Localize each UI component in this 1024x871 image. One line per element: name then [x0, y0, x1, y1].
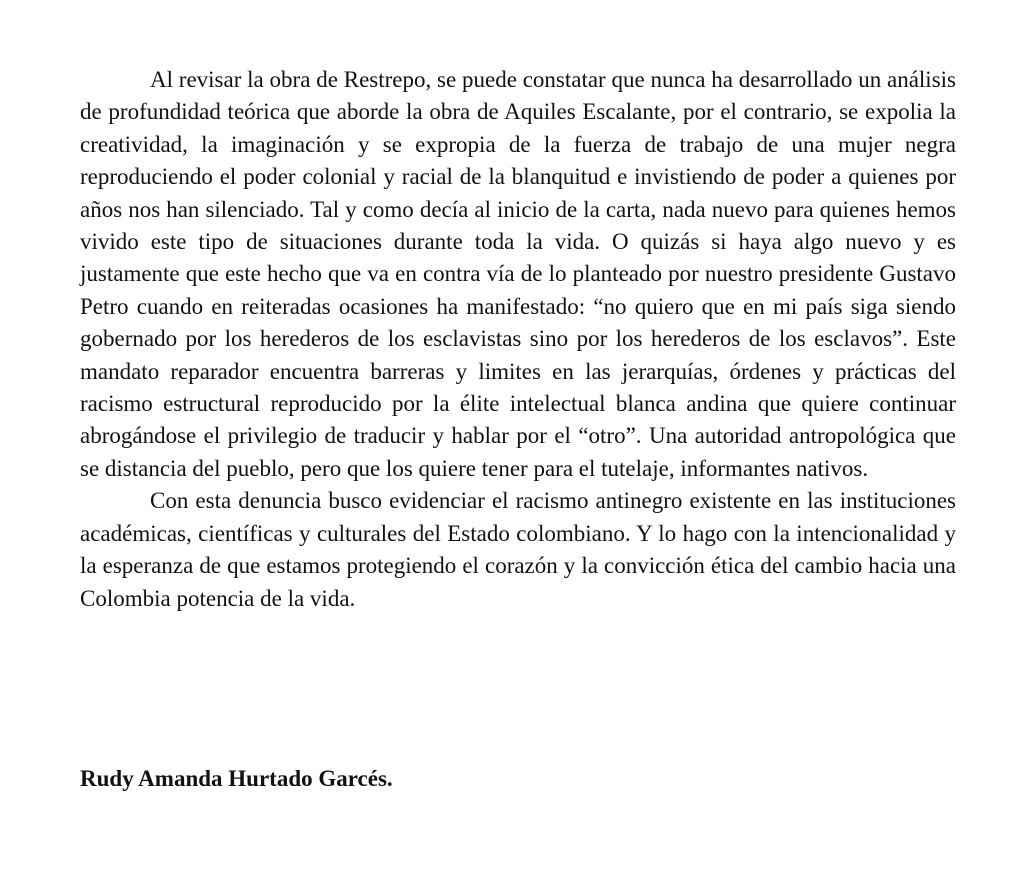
paragraph-critique: Al revisar la obra de Restrepo, se puede constatar que nunca ha desarrollado un análisis de profundidad teórica que aborde la obra de Aquiles Escalante, por el contrario, se expolia la creatividad, la imaginación y se expropia de la fuerza de trabajo de una mujer negra reproduciendo el poder colonial y racial de la blanquitud e invistiendo de poder a quienes por años nos han silenciado. Tal y como decía al inicio de la carta, nada nuevo para quienes hemos vivido este tipo de situaciones durante toda la vida. O quizás si haya algo nuevo y es justamente que este hecho que va en contra vía de lo planteado por nuestro presidente Gustavo Petro cuando en reiteradas ocasiones ha manifestado: “no quiero que en mi país siga siendo gobernado por los herederos de los esclavistas sino por los herederos de los esclavos”. Este mandato reparador encuentra barreras y limites en las jerarquías, órdenes y prácticas del racismo estructural reproducido por la élite intelectual blanca andina que quiere continuar abrogándose el privilegio de traducir y hablar por el “otro”. Una autoridad antropológica que se distancia del pueblo, pero que los quiere tener para el tutelaje, informantes nativos.	[80, 67, 956, 481]
paragraph-denuncia: Con esta denuncia busco evidenciar el racismo antinegro existente en las instituciones académicas, científicas y culturales del Estado colombiano. Y lo hago con la intencionalidad y la esperanza de que estamos protegiendo el corazón y la convicción ética del cambio hacia una Colombia potencia de la vida.	[80, 488, 956, 611]
signature-name: Rudy Amanda Hurtado Garcés.	[80, 766, 393, 791]
letter-body	[80, 64, 956, 615]
